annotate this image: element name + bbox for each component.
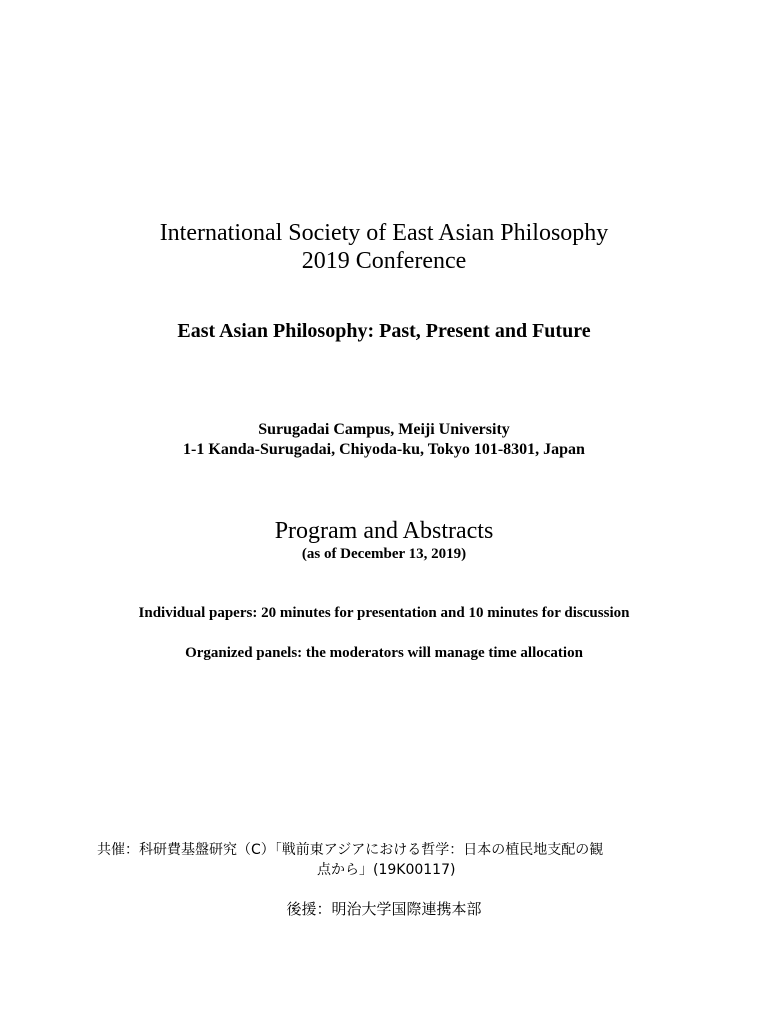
conference-title: International Society of East Asian Philosophy	[159, 220, 609, 246]
conference-theme: East Asian Philosophy: Past, Present and Future	[177, 320, 591, 342]
cosponsor-line-2: 点から」(19K00117)	[317, 862, 456, 878]
venue-name: Surugadai Campus, Meiji University	[258, 421, 510, 438]
support-line: 後援：明治大学国際連携本部	[286, 900, 482, 918]
organized-panels-note: Organized panels: the moderators will manage time allocation	[185, 645, 583, 661]
cosponsor-line-1: 共催：科研費基盤研究（C）「戦前東アジアにおける哲学：日本の植民地支配の観	[97, 842, 604, 858]
program-title: Program and Abstracts	[274, 518, 494, 544]
program-date: (as of December 13, 2019)	[301, 546, 467, 562]
individual-papers-note: Individual papers: 20 minutes for presentation and 10 minutes for discussion	[138, 605, 630, 621]
venue-address: 1-1 Kanda-Surugadai, Chiyoda-ku, Tokyo 101-8301, Japan	[183, 441, 585, 458]
conference-year-title: 2019 Conference	[301, 248, 467, 274]
